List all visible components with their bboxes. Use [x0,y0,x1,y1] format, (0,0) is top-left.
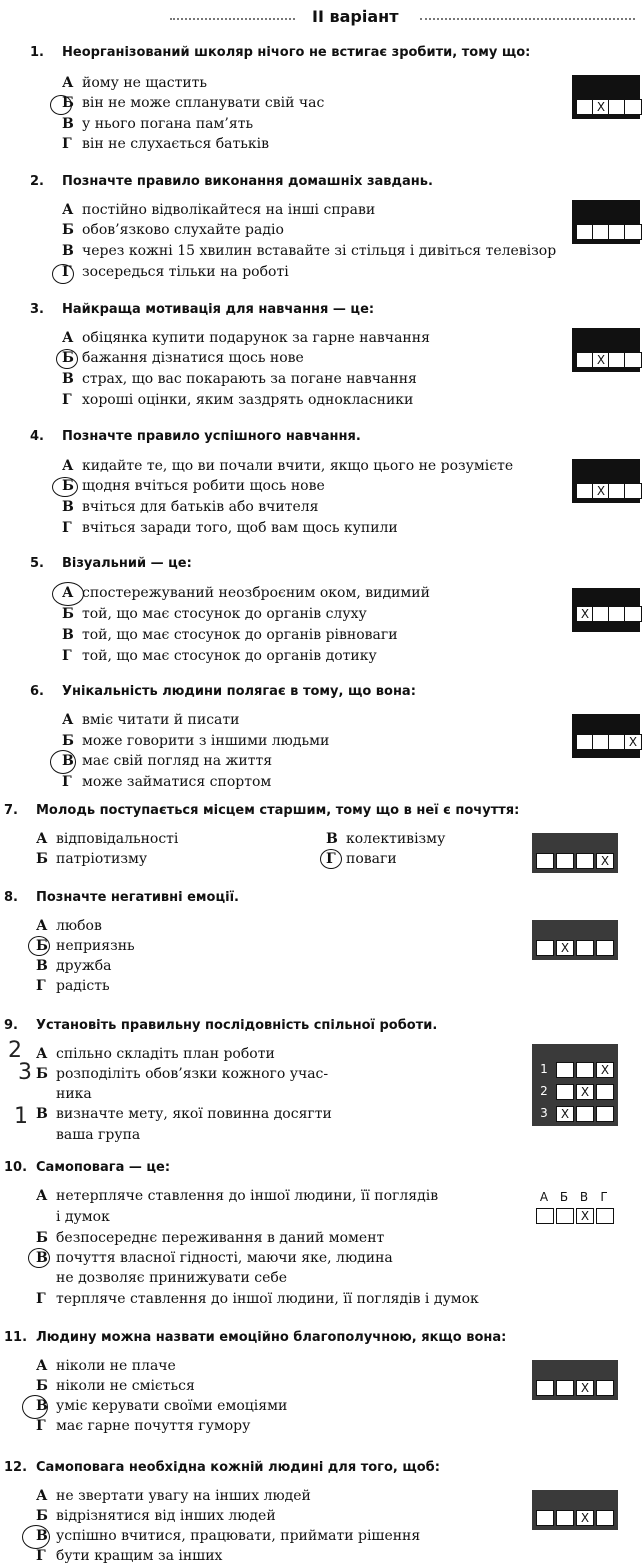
option-d[interactable]: Г терпляче ставлення до іншої людини, її поглядів і думок [36,1291,479,1307]
question-text: Позначте правило виконання домашніх завдань. [62,174,433,189]
grid-3-a[interactable]: X [556,1106,574,1122]
question-text: Самоповага необхідна кожній людині для того, щоб: [36,1460,440,1475]
grid-1-a[interactable] [556,1062,574,1078]
option-b[interactable]: Б патріотизму [36,851,148,867]
option-c[interactable]: В той, що має стосунок до органів рівноваги [62,627,398,643]
answer-cell-b[interactable] [556,1510,574,1526]
answer-box [532,1360,618,1400]
option-d[interactable]: Г може займатися спортом [62,774,272,790]
answer-cell-c[interactable] [576,853,594,869]
option-c[interactable]: В уміє керувати своїми емоціями [36,1398,288,1414]
answer-box [572,75,640,119]
header-dots-left [170,18,295,22]
option-b[interactable]: Б може говорити з іншими людьми [62,733,330,749]
answer-cell-a[interactable] [536,1208,554,1224]
option-c[interactable]: В страх, що вас покарають за погане навчання [62,371,417,387]
question-text: Позначте негативні емоції. [36,890,239,905]
handwritten-order-c: 1 [14,1104,28,1129]
answer-cell-d[interactable] [596,1380,614,1396]
answer-cell-d[interactable] [596,1208,614,1224]
option-a[interactable]: А ніколи не плаче [36,1358,176,1374]
grid-2-a[interactable] [556,1084,574,1100]
option-a[interactable]: А не звертати увагу на інших людей [36,1488,311,1504]
answer-cell-d[interactable] [624,99,642,115]
handwritten-order-a: 2 [8,1038,22,1063]
grid-1-b[interactable] [576,1062,594,1078]
question-text: Найкраща мотивація для навчання — це: [62,302,375,317]
option-a[interactable]: А спостережуваний неозброєним оком, видимий [62,585,430,601]
question-number: 10. [4,1160,28,1175]
option-d[interactable]: Г радість [36,978,110,994]
question-number: 5. [30,556,44,571]
option-a-continuation: і думок [56,1209,110,1225]
answer-circle [320,849,342,869]
option-b[interactable]: Б неприязнь [36,938,135,954]
answer-cell-c[interactable]: X [576,1208,594,1224]
answer-cell-c[interactable]: X [576,1380,594,1396]
answer-cell-a[interactable]: X [576,606,594,622]
option-b[interactable]: Б бажання дізнатися щось нове [62,350,304,366]
answer-cell-b[interactable] [556,1380,574,1396]
option-b[interactable]: Б безпосереднє переживання в даний момент [36,1230,385,1246]
option-b-continuation: ника [56,1086,92,1102]
answer-cell-d[interactable]: X [596,853,614,869]
answer-box [532,833,618,873]
question-text: Позначте правило успішного навчання. [62,429,361,444]
answer-cell-b[interactable]: X [556,940,574,956]
handwritten-order-b: 3 [18,1060,32,1085]
question-number: 6. [30,684,44,699]
answer-circle [28,1248,50,1268]
question-number: 9. [4,1018,18,1033]
option-c-continuation: не дозволяє принижувати себе [56,1270,288,1286]
answer-box [572,459,640,503]
answer-cell-a[interactable] [536,1380,554,1396]
option-b[interactable]: Б щодня вчіться робити щось нове [62,478,325,494]
answer-cell-a[interactable] [536,853,554,869]
option-d[interactable]: Г вчіться заради того, щоб вам щось купили [62,520,398,536]
option-a[interactable]: А спільно складіть план роботи [36,1046,275,1062]
question-number: 3. [30,302,44,317]
option-a[interactable]: А йому не щастить [62,75,208,91]
question-text: Візуальний — це: [62,556,192,571]
option-c[interactable]: В вчіться для батьків або вчителя [62,499,319,515]
answer-cell-d[interactable] [624,606,642,622]
answer-box [532,920,618,960]
answer-box [572,588,640,632]
answer-circle [28,936,50,956]
option-b[interactable]: Б обов’язково слухайте радіо [62,222,284,238]
grid-letter-c: В [579,1190,589,1204]
option-c[interactable]: В колективізму [326,831,446,847]
option-d[interactable]: Г хороші оцінки, яким заздрять однокласники [62,392,414,408]
question-number: 8. [4,890,18,905]
answer-cell-d[interactable] [596,940,614,956]
grid-row-label-2: 2 [540,1084,548,1098]
answer-cell-a[interactable] [536,1510,554,1526]
question-text: Самоповага — це: [36,1160,171,1175]
option-c[interactable]: В через кожні 15 хвилин вставайте зі стільця і дивіться телевізор [62,243,557,259]
option-c[interactable]: В у нього погана пам’ять [62,116,254,132]
question-text: Установіть правильну послідовність спільної роботи. [36,1018,438,1033]
question-number: 7. [4,803,18,818]
answer-cell-d[interactable] [596,1510,614,1526]
question-number: 1. [30,45,44,60]
answer-box [572,200,640,244]
answer-box [572,714,640,758]
answer-cell-d[interactable]: X [624,734,642,750]
answer-circle [56,349,78,369]
grid-3-c[interactable] [596,1106,614,1122]
answer-circle [50,95,72,115]
option-d[interactable]: Г бути кращим за інших [36,1548,223,1564]
question-number: 12. [4,1460,28,1475]
answer-box [572,328,640,372]
option-c-continuation: ваша група [56,1127,141,1143]
answer-cell-a[interactable] [536,940,554,956]
question-text: Унікальність людини полягає в тому, що вона: [62,684,416,699]
grid-3-b[interactable] [576,1106,594,1122]
answer-cell-d[interactable] [624,483,642,499]
question-text: Неорганізований школяр нічого не встигає зробити, тому що: [62,45,531,60]
grid-row-label-1: 1 [540,1062,548,1076]
answer-cell-b[interactable]: X [592,483,610,499]
option-c[interactable]: В дружба [36,958,112,974]
option-b[interactable]: Б ніколи не сміється [36,1378,195,1394]
answer-cell-c[interactable] [576,940,594,956]
option-b[interactable]: Б той, що має стосунок до органів слуху [62,606,367,622]
answer-box [532,1188,618,1228]
option-c[interactable]: В почуття власної гідності, маючи яке, людина [36,1250,393,1266]
option-a[interactable]: А нетерпляче ставлення до іншої людини, її поглядів [36,1188,439,1204]
answer-cell-c[interactable]: X [576,1510,594,1526]
answer-cell-b[interactable]: X [592,99,610,115]
grid-row-label-3: 3 [540,1106,548,1120]
grid-letter-d: Г [600,1190,608,1204]
answer-circle [22,1525,50,1549]
grid-2-c[interactable] [596,1084,614,1100]
answer-circle [52,477,78,497]
option-c[interactable]: В має свій погляд на життя [62,753,273,769]
option-a[interactable]: А кидайте те, що ви почали вчити, якщо цього не розумієте [62,458,514,474]
question-number: 2. [30,174,44,189]
question-number: 4. [30,429,44,444]
grid-2-b[interactable]: X [576,1084,594,1100]
option-b[interactable]: Б відрізнятися від інших людей [36,1508,276,1524]
option-a[interactable]: А постійно відволікайтеся на інші справи [62,202,376,218]
question-number: 11. [4,1330,28,1345]
header-dots-right [420,18,635,22]
option-d[interactable]: Г поваги [326,851,397,867]
variant-title: II варіант [312,7,399,26]
option-d[interactable]: Г він не слухається батьків [62,136,270,152]
page-header [0,4,644,30]
option-b[interactable]: Б розподіліть обов’язки кожного учас- [36,1066,329,1082]
answer-grid [532,1044,618,1126]
option-b[interactable]: Б він не може спланувати свій час [62,95,325,111]
option-a[interactable]: А любов [36,918,102,934]
option-c[interactable]: В успішно вчитися, працювати, приймати рішення [36,1528,421,1544]
option-a[interactable]: А вміє читати й писати [62,712,240,728]
answer-circle [52,582,84,606]
option-d[interactable]: Г той, що має стосунок до органів дотику [62,648,377,664]
grid-letter-b: Б [559,1190,569,1204]
answer-box [532,1490,618,1530]
option-a[interactable]: А відповідальності [36,831,179,847]
answer-cell-b[interactable]: X [592,352,610,368]
answer-cell-b[interactable] [556,853,574,869]
question-text: Молодь поступається місцем старшим, тому що в неї є почуття: [36,803,520,818]
option-d[interactable]: Г зосередься тільки на роботі [62,264,289,280]
grid-1-c[interactable]: X [596,1062,614,1078]
answer-cell-b[interactable] [556,1208,574,1224]
answer-cell-d[interactable] [624,352,642,368]
answer-circle [52,264,74,284]
answer-circle [22,1395,48,1419]
option-a[interactable]: А обіцянка купити подарунок за гарне навчання [62,330,430,346]
option-d[interactable]: Г має гарне почуття гумору [36,1418,251,1434]
answer-circle [50,750,76,774]
option-c[interactable]: В визначте мету, якої повинна досягти [36,1106,332,1122]
grid-letter-a: А [539,1190,549,1204]
answer-cell-d[interactable] [624,224,642,240]
question-text: Людину можна назвати емоційно благополучною, якщо вона: [36,1330,507,1345]
